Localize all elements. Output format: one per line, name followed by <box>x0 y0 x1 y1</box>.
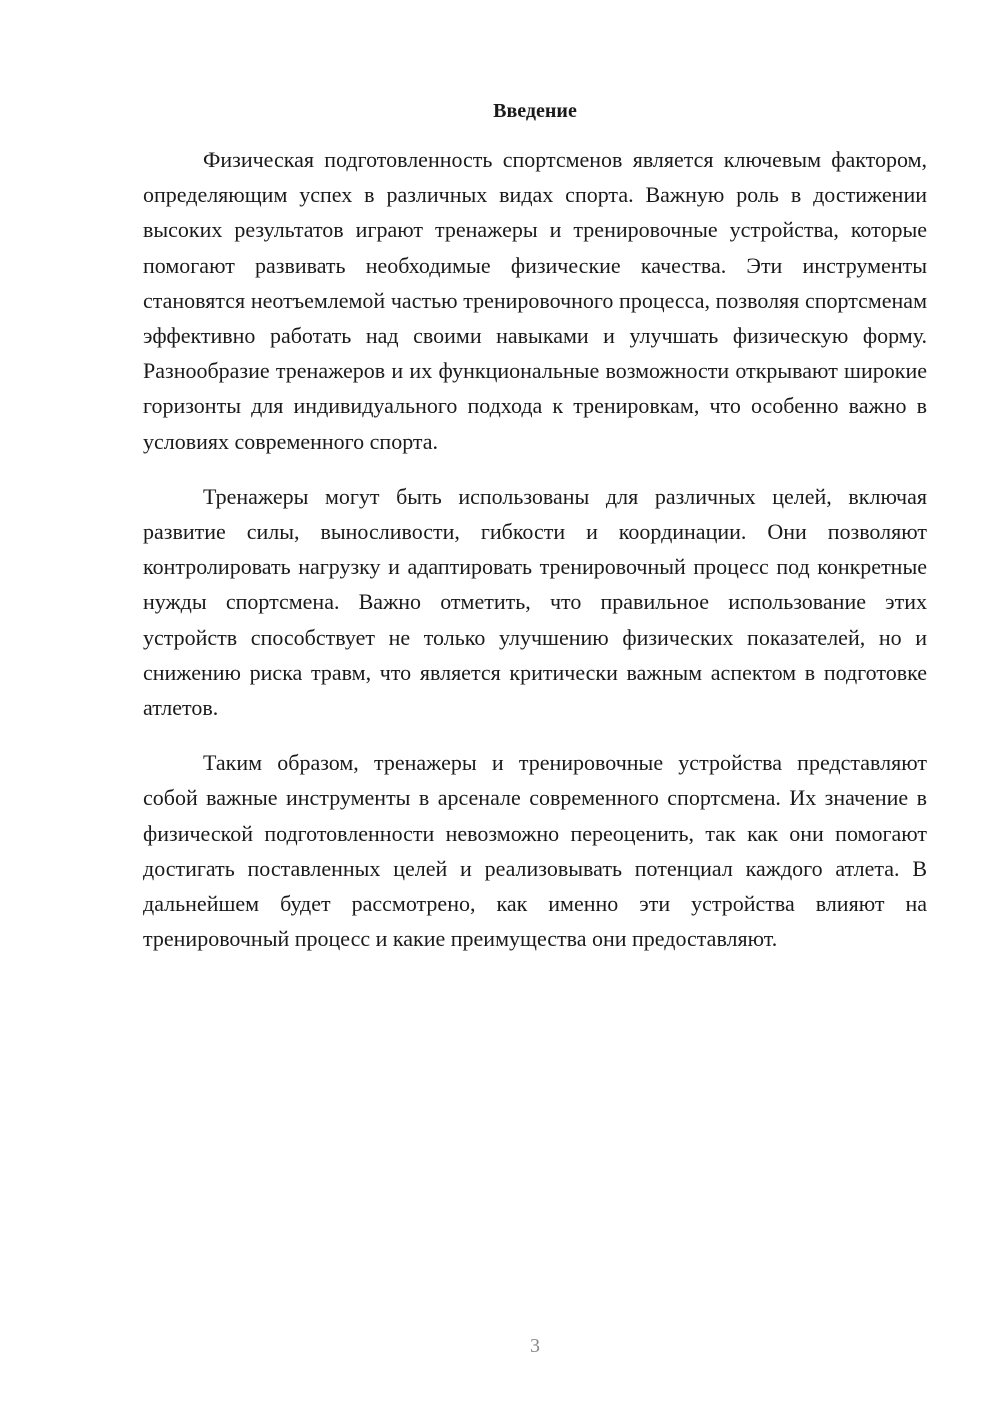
section-title: Введение <box>493 100 577 122</box>
paragraph-2: Тренажеры могут быть использованы для различных целей, включая развитие силы, выносливости, гибкости и координации. Они позволяют контролировать нагрузку и адаптировать тренировочный процесс под конкретные нужды спортсмена. Важно отметить, что правильное использование этих устройств способствует не только улучшению физических показателей, но и снижению риска травм, что является критически важным аспектом в подготовке атлетов. <box>143 483 927 721</box>
paragraph-3: Таким образом, тренажеры и тренировочные устройства представляют собой важные инструменты в арсенале современного спортсмена. Их значение в физической подготовленности невозможно переоценить, так как они помогают достигать поставленных целей и реализовывать потенциал каждого атлета. В дальнейшем будет рассмотрено, как именно эти устройства влияют на тренировочный процесс и какие преимущества они предоставляют. <box>143 750 927 952</box>
body-text <box>143 142 927 976</box>
page-number: 3 <box>530 1335 540 1357</box>
paragraph-1: Физическая подготовленность спортсменов является ключевым фактором, определяющим успех в различных видах спорта. Важную роль в достижении высоких результатов играют тренажеры и тренировочные устройства, которые помогают развивать необходимые физические качества. Эти инструменты становятся неотъемлемой частью тренировочного процесса, позволяя спортсменам эффективно работать над своими навыками и улучшать физическую форму. Разнообразие тренажеров и их функциональные возможности открывают широкие горизонты для индивидуального подхода к тренировкам, что особенно важно в условиях современного спорта. <box>143 147 927 454</box>
